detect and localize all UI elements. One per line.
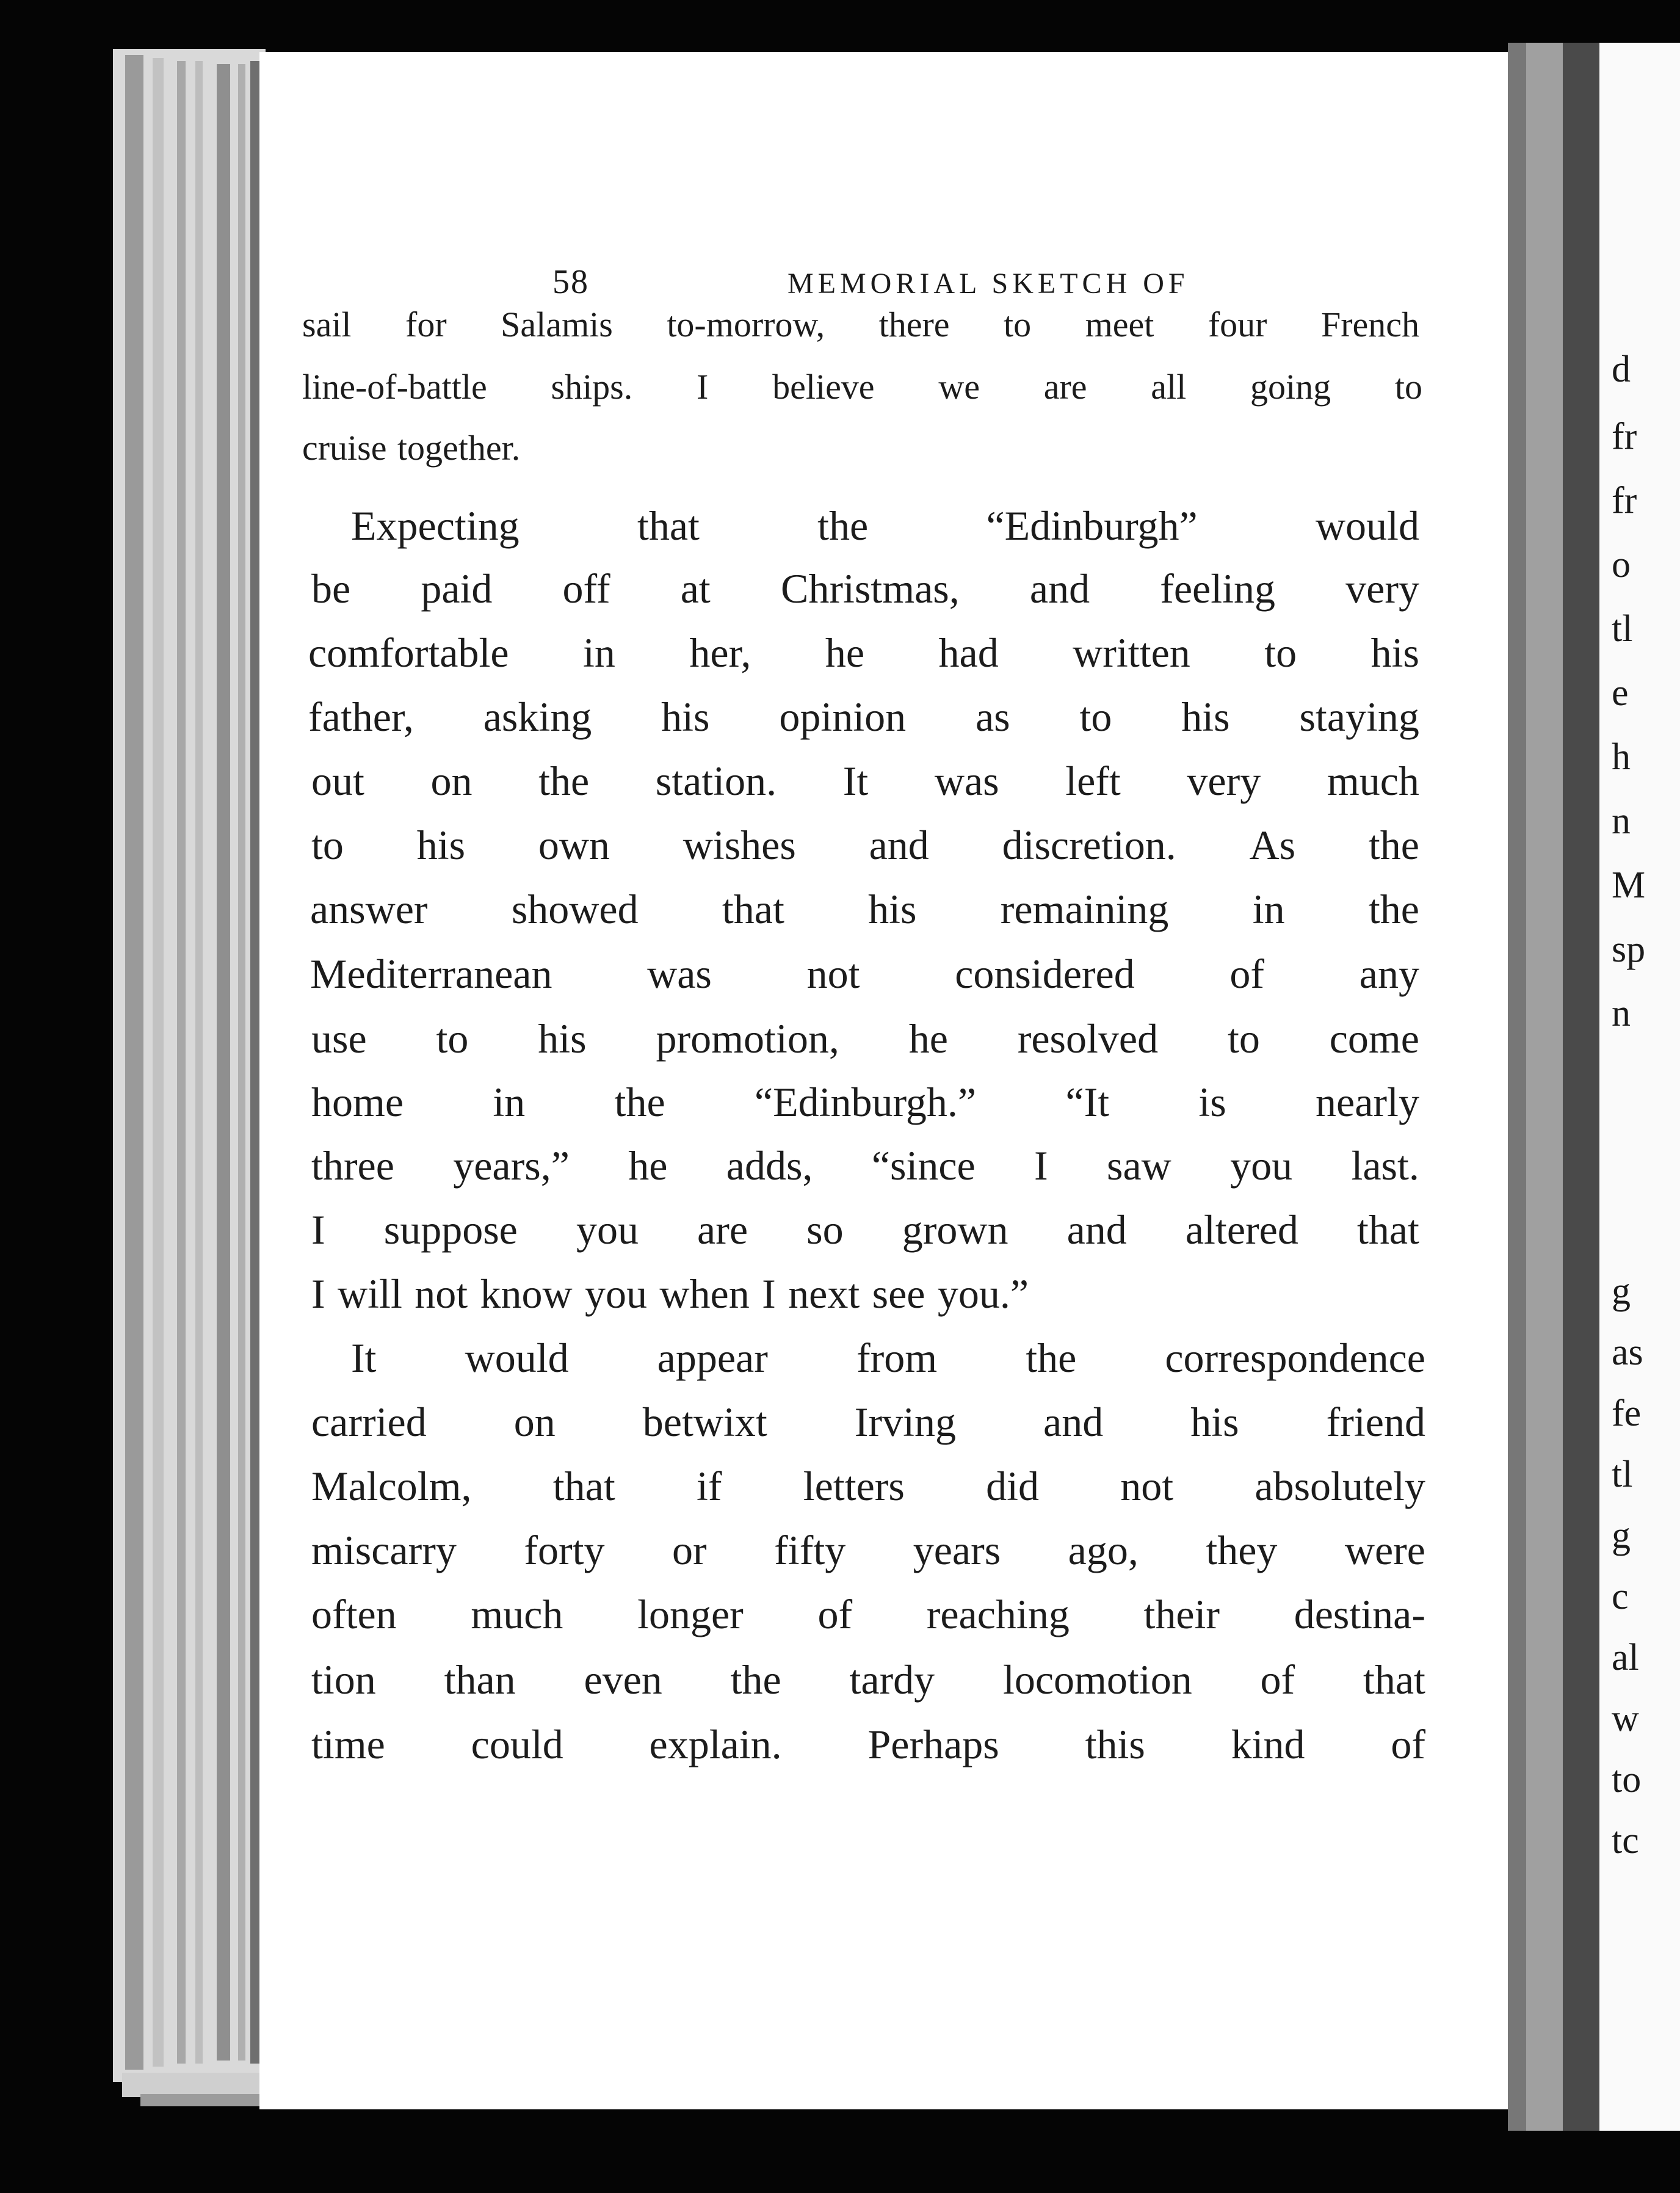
word: ships.	[551, 367, 633, 407]
word: we	[938, 367, 980, 407]
word: his	[1181, 694, 1230, 740]
word: I	[762, 1270, 776, 1317]
word: suppose	[383, 1206, 518, 1253]
word: his	[868, 886, 917, 932]
word: home	[311, 1079, 404, 1125]
word: As	[1249, 822, 1296, 868]
word: Irving	[854, 1399, 956, 1445]
facing-page-fragment: e	[1612, 672, 1629, 714]
facing-page-fragment: h	[1612, 736, 1631, 778]
word: from	[856, 1335, 938, 1381]
word: locomotion	[1002, 1656, 1192, 1703]
word: even	[584, 1656, 662, 1703]
word: his	[538, 1015, 587, 1062]
word: appear	[657, 1335, 768, 1381]
word: much	[1327, 758, 1419, 804]
facing-page-fragment: tl	[1612, 608, 1633, 650]
facing-page-fragment: fr	[1612, 480, 1637, 521]
word: to	[1264, 629, 1297, 676]
facing-page-fragment: fe	[1612, 1393, 1642, 1434]
word: three	[311, 1142, 394, 1189]
word: staying	[1299, 694, 1419, 740]
word: of	[1260, 1656, 1295, 1703]
word: cruise	[302, 428, 387, 468]
word: showed	[511, 886, 639, 932]
word: destina-	[1294, 1591, 1425, 1637]
word: is	[1198, 1079, 1226, 1125]
word: would	[465, 1335, 569, 1381]
word: for	[405, 305, 447, 344]
word: tion	[311, 1656, 376, 1703]
word: the	[817, 502, 869, 549]
word: come	[1329, 1015, 1419, 1062]
word: letters	[803, 1463, 905, 1509]
word: feeling	[1160, 565, 1276, 612]
text-line	[311, 757, 1419, 805]
book-page	[259, 52, 1508, 2109]
text-line	[311, 1078, 1419, 1126]
facing-page-fragment: g	[1612, 1270, 1631, 1312]
word: correspondence	[1165, 1335, 1425, 1381]
word: betwixt	[642, 1399, 767, 1445]
word: his	[1370, 629, 1419, 676]
word: ago,	[1068, 1527, 1139, 1573]
word: that	[552, 1463, 615, 1509]
facing-page-fragment: tl	[1612, 1454, 1633, 1495]
word: to	[1004, 305, 1032, 344]
word: asking	[483, 694, 592, 740]
text-line	[311, 1656, 1425, 1704]
word: explain.	[649, 1721, 782, 1767]
text-line	[311, 1462, 1425, 1510]
word: his	[1190, 1399, 1239, 1445]
word: this	[1085, 1721, 1145, 1767]
word: miscarry	[311, 1527, 457, 1573]
word: be	[311, 565, 351, 612]
word: Salamis	[501, 305, 613, 344]
word: saw	[1107, 1142, 1171, 1189]
word: resolved	[1017, 1015, 1159, 1062]
word: would	[1315, 502, 1419, 549]
word: was	[934, 758, 999, 804]
facing-page-fragment: w	[1612, 1698, 1639, 1739]
word: their	[1143, 1591, 1220, 1637]
word: sail	[302, 305, 352, 344]
word: in	[493, 1079, 526, 1125]
word: will	[338, 1270, 402, 1317]
text-line	[311, 565, 1419, 613]
word: you.”	[937, 1270, 1029, 1317]
word: Malcolm,	[311, 1463, 472, 1509]
word: considered	[955, 951, 1135, 997]
word: the	[1368, 886, 1419, 932]
word: Christmas,	[780, 565, 960, 612]
facing-page-fragment: tc	[1612, 1820, 1639, 1861]
word: or	[672, 1527, 707, 1573]
word: comfortable	[308, 629, 509, 676]
word: remaining	[1000, 886, 1169, 932]
text-line	[311, 1206, 1419, 1254]
text-line	[311, 1270, 1029, 1318]
word: are	[697, 1206, 748, 1253]
word: and	[1029, 565, 1090, 612]
word: written	[1073, 629, 1190, 676]
word: station.	[655, 758, 777, 804]
word: “It	[1065, 1079, 1110, 1125]
word: use	[311, 1015, 367, 1062]
facing-page-fragment: to	[1612, 1759, 1642, 1800]
word: and	[869, 822, 929, 868]
word: much	[471, 1591, 563, 1637]
word: wishes	[682, 822, 796, 868]
word: longer	[637, 1591, 744, 1637]
text-line	[311, 1526, 1425, 1575]
text-line	[308, 693, 1419, 741]
word: friend	[1326, 1399, 1425, 1445]
text-line	[308, 629, 1419, 677]
word: adds,	[726, 1142, 813, 1189]
word: It	[351, 1335, 377, 1381]
facing-page-fragment: d	[1612, 349, 1631, 390]
word: when	[659, 1270, 750, 1317]
word: paid	[421, 565, 493, 612]
word: you	[585, 1270, 648, 1317]
word: father,	[308, 694, 414, 740]
word: own	[538, 822, 610, 868]
word: of	[1391, 1721, 1425, 1767]
word: see	[872, 1270, 925, 1317]
word: out	[311, 758, 364, 804]
text-line	[310, 885, 1419, 933]
word: could	[471, 1721, 563, 1767]
word: meet	[1085, 305, 1154, 344]
word: reaching	[926, 1591, 1070, 1637]
word: all	[1151, 367, 1187, 407]
text-line	[311, 1015, 1419, 1063]
word: very	[1187, 758, 1261, 804]
facing-page-fragment: fr	[1612, 416, 1637, 457]
word: carried	[311, 1399, 427, 1445]
word: Perhaps	[867, 1721, 999, 1767]
word: to	[1394, 367, 1422, 407]
word: Mediterranean	[310, 951, 552, 997]
text-line	[302, 304, 1419, 345]
word: I	[311, 1270, 325, 1317]
word: not	[1120, 1463, 1174, 1509]
word: as	[975, 694, 1010, 740]
word: I	[311, 1206, 325, 1253]
word: opinion	[779, 694, 907, 740]
facing-page-fragment: n	[1612, 800, 1631, 842]
text-line	[311, 1720, 1425, 1769]
word: was	[647, 951, 712, 997]
word: not	[806, 951, 860, 997]
word: going	[1250, 367, 1331, 407]
word: four	[1208, 305, 1267, 344]
word: grown	[902, 1206, 1008, 1253]
word: the	[614, 1079, 665, 1125]
word: very	[1345, 565, 1419, 612]
facing-page-fragment: n	[1612, 993, 1631, 1034]
word: “Edinburgh”	[986, 502, 1198, 549]
word: you	[1230, 1142, 1293, 1189]
word: often	[311, 1591, 397, 1637]
facing-page-fragment: as	[1612, 1332, 1643, 1373]
word: Expecting	[351, 502, 520, 549]
word: so	[806, 1206, 844, 1253]
word: if	[696, 1463, 722, 1509]
word: than	[444, 1656, 516, 1703]
facing-page-edge	[1612, 0, 1680, 2193]
word: that	[722, 886, 784, 932]
word: years	[913, 1527, 1001, 1573]
word: tardy	[849, 1656, 935, 1703]
word: I	[697, 367, 709, 407]
word: to	[311, 822, 344, 868]
word: in	[582, 629, 615, 676]
word: forty	[524, 1527, 605, 1573]
facing-page-fragment: o	[1612, 544, 1631, 585]
word: “since	[871, 1142, 976, 1189]
word: line-of-battle	[302, 367, 487, 407]
word: his	[416, 822, 466, 868]
word: were	[1344, 1527, 1425, 1573]
word: absolutely	[1255, 1463, 1425, 1509]
text-line	[310, 950, 1419, 998]
text-line	[351, 1334, 1425, 1382]
word: know	[480, 1270, 573, 1317]
text-line	[302, 366, 1422, 407]
word: nearly	[1316, 1079, 1419, 1125]
word: of	[817, 1591, 853, 1637]
word: off	[562, 565, 610, 612]
word: “Edinburgh.”	[754, 1079, 977, 1125]
word: kind	[1231, 1721, 1305, 1767]
word: time	[311, 1721, 385, 1767]
word: to-morrow,	[667, 305, 825, 344]
text-line	[302, 427, 559, 468]
word: at	[680, 565, 711, 612]
word: not	[415, 1270, 468, 1317]
word: discretion.	[1002, 822, 1176, 868]
facing-page-fragment: g	[1612, 1515, 1631, 1556]
word: and	[1066, 1206, 1127, 1253]
word: her,	[689, 629, 751, 676]
word: promotion,	[656, 1015, 839, 1062]
word: left	[1065, 758, 1121, 804]
text-line	[311, 1398, 1425, 1446]
facing-page-fragment: M	[1612, 865, 1646, 906]
word: had	[938, 629, 999, 676]
facing-page-fragment: al	[1612, 1637, 1639, 1678]
word: that	[1363, 1656, 1425, 1703]
word: years,”	[453, 1142, 570, 1189]
word: to	[1227, 1015, 1260, 1062]
word: that	[1356, 1206, 1419, 1253]
word: in	[1252, 886, 1285, 932]
word: there	[878, 305, 950, 344]
word: you	[576, 1206, 639, 1253]
word: he	[825, 629, 865, 676]
text-line	[311, 1142, 1419, 1190]
word: to	[436, 1015, 469, 1062]
text-line	[351, 502, 1419, 550]
word: It	[842, 758, 869, 804]
word: the	[538, 758, 590, 804]
word: on	[430, 758, 472, 804]
word: the	[730, 1656, 781, 1703]
word: fifty	[774, 1527, 846, 1573]
word: to	[1079, 694, 1112, 740]
word: I	[1034, 1142, 1048, 1189]
word: last.	[1351, 1142, 1419, 1189]
word: of	[1229, 951, 1265, 997]
text-line	[311, 1590, 1425, 1639]
word: that	[637, 502, 700, 549]
word: he	[628, 1142, 668, 1189]
word: altered	[1185, 1206, 1298, 1253]
word: are	[1043, 367, 1087, 407]
word: on	[513, 1399, 556, 1445]
running-head: MEMORIAL SKETCH OF	[788, 267, 1189, 300]
word: together.	[397, 428, 521, 468]
word: his	[661, 694, 710, 740]
word: believe	[772, 367, 875, 407]
word: the	[1026, 1335, 1077, 1381]
text-line	[311, 821, 1419, 869]
word: did	[986, 1463, 1040, 1509]
word: any	[1359, 951, 1419, 997]
facing-page-fragment: sp	[1612, 929, 1646, 970]
word: he	[908, 1015, 948, 1062]
word: answer	[310, 886, 428, 932]
word: next	[788, 1270, 860, 1317]
word: they	[1206, 1527, 1278, 1573]
word: the	[1368, 822, 1419, 868]
word: French	[1320, 305, 1419, 344]
facing-page-fragment: c	[1612, 1576, 1629, 1617]
page-number: 58	[552, 263, 589, 301]
word: and	[1043, 1399, 1104, 1445]
